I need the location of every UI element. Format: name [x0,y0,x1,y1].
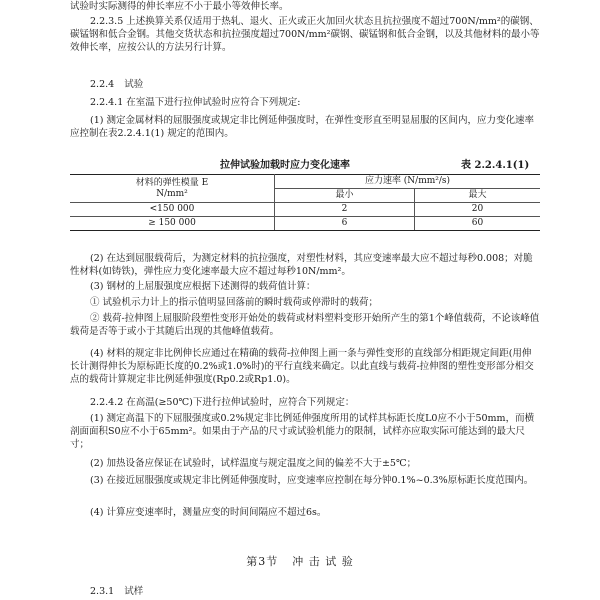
section-label: 第3节 [246,555,279,568]
section-name: 冲 击 试 验 [292,555,354,568]
heading-text: 试样 [124,586,144,597]
paragraph-2-2-4-2-item-4: (4) 计算应变速率时，测量应变的时间间隔应不超过6s。 [90,507,327,518]
table-header-row [70,175,540,189]
table-cell-modulus: ≥ 150 000 [70,217,275,231]
paragraph-item-3-a: ① 试验机示力计上的指示值明显回落前的瞬时载荷或停滞时的载荷； [90,297,379,308]
paragraph-2-2-4-1-item-1: (1) 测定金属材料的屈服强度或规定非比例延伸强度时，在弹性变形直至明显屈服的区间内，应力变化速率应控制在表2.2.4.1(1) 规定的范围内。 [70,115,534,139]
paragraph-2-2-4-1: 2.2.4.1 在室温下进行拉伸试验时应符合下列规定: [90,97,301,108]
paragraph-2-2-3-5: 2.2.3.5 上述换算关系仅适用于热轧、退火、正火或正火加回火状态且抗拉强度不超过700N/mm²的碳钢、碳锰钢和低合金钢。其他交货状态和抗拉强度超过700N/mm²碳钢、碳锰钢和低合金钢，以及其他材料的最小等效伸长率，应按公认的方法另行计算。 [70,16,540,53]
paragraph-2-2-4-2-item-3: (3) 在接近屈服强度或规定非比例延伸强度时，应变速率应控制在每分钟0.1%~0.3%原标距长度范围内。 [90,475,534,486]
heading-2-2-4 [90,78,143,91]
paragraph-carryover: 试验时实际测得的伸长率应不小于最小等效伸长率。 [70,1,289,12]
table-number: 表 2.2.4.1(1) [461,160,530,171]
paragraph-item-4: (4) 材料的规定非比例伸长应通过在精确的载荷-拉伸图上画一条与弹性变形的直线部分相距规定间距(用伸长计测得伸长为原标距长度的0.2%或1.0%时)的平行直线来确定。以此直线与载荷-拉伸图的塑性变形部分相交点的载荷计算规定非比例延伸强度(Rp0.2或Rp1.0)。 [70,348,534,385]
table-header-modulus: 材料的弹性模量 E N/mm² [70,175,275,203]
paragraph-item-3: (3) 钢材的上屈服强度应根据下述测得的载荷值计算： [90,281,316,292]
stress-rate-table [70,174,540,231]
paragraph-2-2-4-2-item-2: (2) 加热设备应保证在试验时，试样温度与规定温度之间的偏差不大于±5℃； [90,458,417,469]
table-row [70,217,540,231]
table-header-max: 最大 [415,189,541,203]
table-header-min: 最小 [275,189,415,203]
table-cell-min: 6 [275,217,415,231]
table-title: 拉伸试验加载时应力变化速率 [220,160,350,171]
heading-number: 2.3.1 [90,586,115,597]
paragraph-2-2-4-2: 2.2.4.2 在高温(≥50℃)下进行拉伸试验时，应符合下列规定： [90,397,355,408]
table-header-rate: 应力速率 (N/mm²/s) [275,175,541,189]
table-cell-max: 20 [415,203,541,217]
section-title [0,555,600,568]
heading-number: 2.2.4 [90,79,115,90]
heading-2-3-1 [90,585,143,598]
paragraph-2-2-4-2-item-1: (1) 测定高温下的下屈服强度或0.2%规定非比例延伸强度所用的试样其标距长度L0应不小于50mm，而横剖面面积S0应不小于65mm²。如果由于产品的尺寸或试验机能力的限制，试样亦应取实际可能达到的最大尺寸； [70,413,535,450]
table-row [70,203,540,217]
heading-text: 试验 [124,79,144,90]
table-cell-modulus: <150 000 [70,203,275,217]
paragraph-item-3-b: ② 载荷-拉伸图上屈服阶段塑性变形开始处的载荷或材料塑料变形开始所产生的第1个峰值载荷，不论该峰值载荷是否等于或小于其随后出现的其他峰值载荷。 [70,313,540,337]
table-cell-max: 60 [415,217,541,231]
paragraph-item-2: (2) 在达到屈服载荷后，为测定材料的抗拉强度，对塑性材料，其应变速率最大应不超过每秒0.008；对脆性材料(如铸铁)，弹性应力变化速率最大应不超过每秒10N/mm²。 [70,253,533,277]
table-cell-min: 2 [275,203,415,217]
